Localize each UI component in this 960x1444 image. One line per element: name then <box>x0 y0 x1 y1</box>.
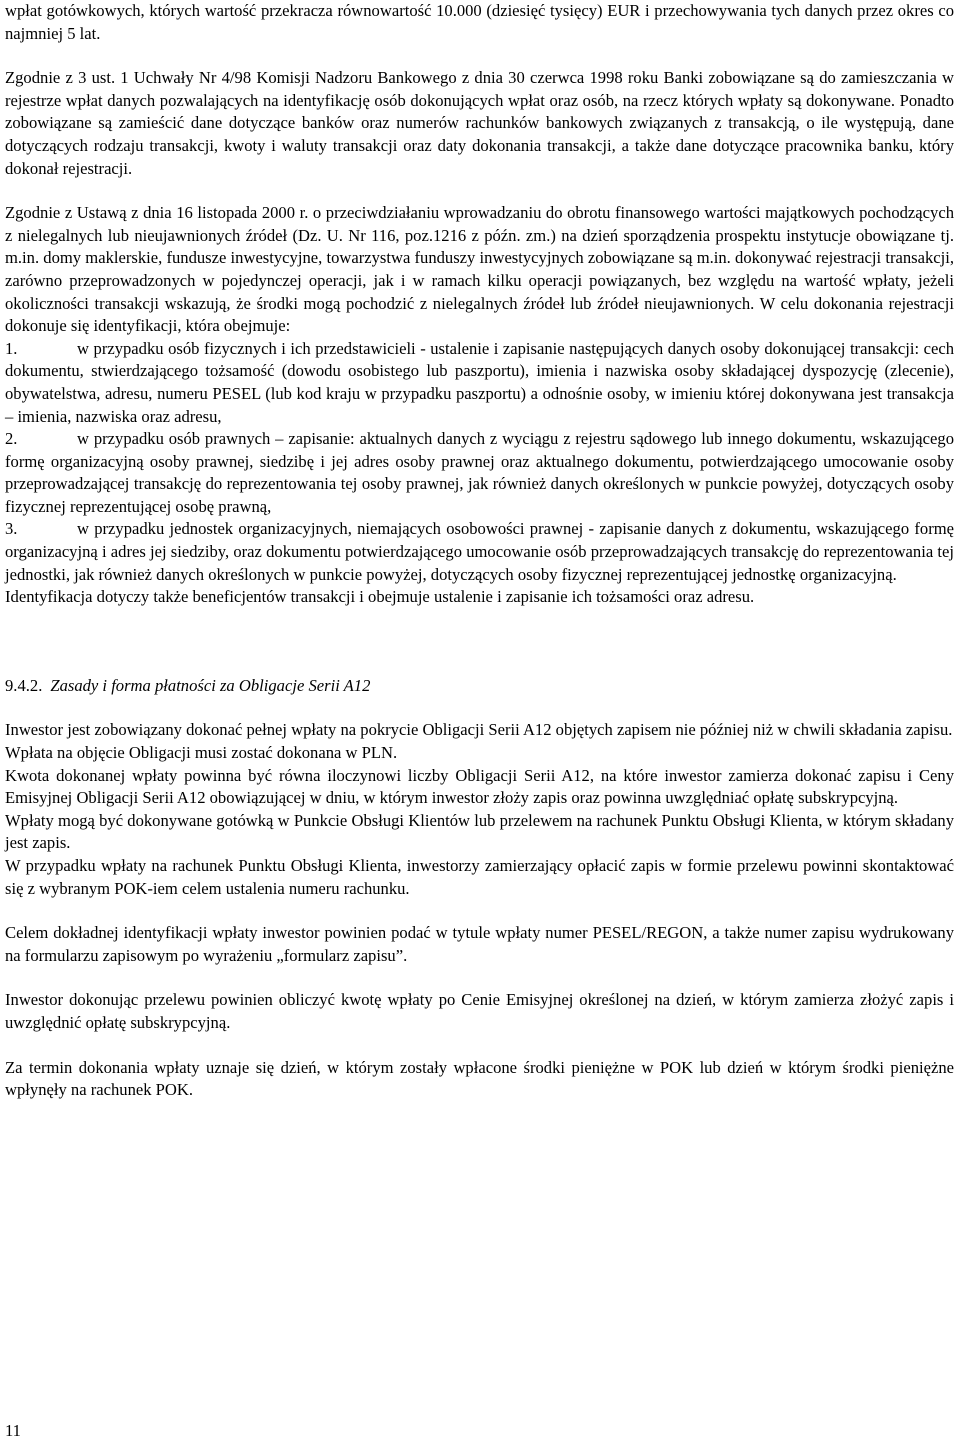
list-item-text: w przypadku jednostek organizacyjnych, niemających osobowości prawnej - zapisanie danych z dokumentu, wskazującego formę organizacyjną i adres jej siedziby, oraz dokumentu potwierdzającego umocowanie osób przeprowadzających transakcję do reprezentowania tej jednostki, jak również danych określonych w punkcie powyżej, dotyczących osoby fizycznej reprezentującej jednostkę organizacyjną. <box>5 519 954 584</box>
paragraph-full-payment: Inwestor jest zobowiązany dokonać pełnej wpłaty na pokrycie Obligacji Serii A12 objętych zapisem nie później niż w chwili składania zapisu. <box>5 720 953 740</box>
list-item-text: w przypadku osób prawnych – zapisanie: aktualnych danych z wyciągu z rejestru sądowego lub innego dokumentu, wskazującego formę organizacyjną osoby prawnej, siedzibę i jej adres osoby prawnej oraz aktualnego dokumentu, potwierdzającego umocowanie osoby przeprowadzającej transakcję do reprezentowania tej osoby prawnej, jak również danych określonych w punkcie powyżej, dotyczących osoby fizycznej reprezentującej osobę prawną, <box>5 429 954 516</box>
section-number: 9.4.2. <box>5 675 43 695</box>
list-item-number: 2. <box>5 429 18 449</box>
list-item-number: 1. <box>5 338 18 358</box>
section-title: Zasady i forma płatności za Obligacje Serii A12 <box>50 675 371 695</box>
paragraph-beneficiaries: Identyfikacja dotyczy także beneficjentów transakcji i obejmuje ustalenie i zapisanie ich tożsamości oraz adresu. <box>5 587 755 607</box>
list-item <box>5 428 954 518</box>
paragraph-currency: Wpłata na objęcie Obligacji musi zostać dokonana w PLN. <box>5 743 398 763</box>
paragraph-knb-resolution: Zgodnie z 3 ust. 1 Uchwały Nr 4/98 Komisji Nadzoru Bankowego z dnia 30 czerwca 1998 roku Banki zobowiązane są do zamieszczania w rejestrze wpłat danych pozwalających na identyfikację osób dokonujących wpłat oraz osób, na rzecz których wpłaty są dokonywane. Ponadto zobowiązane są zamieścić dane dotyczące banków oraz numerów rachunków bankowych związanych z transakcją, o ile występują, dane dotyczących rodzaju transakcji, kwoty i waluty transakcji oraz daty dokonania transakcji, a także dane dotyczące pracownika banku, który dokonał rejestracji. <box>5 68 954 178</box>
paragraph-payment-amount: Kwota dokonanej wpłaty powinna być równa iloczynowi liczby Obligacji Serii A12, na które inwestor zamierza dokonać zapisu i Ceny Emisyjnej Obligacji Serii A12 obowiązującej w dniu, w którym inwestor złoży zapis oraz powinna uwzględniać opłatę subskrypcyjną. <box>5 765 954 808</box>
paragraph-transfer-contact: W przypadku wpłaty na rachunek Punktu Obsługi Klienta, inwestorzy zamierzający opłacić zapis w formie przelewu powinni skontaktować się z wybranym POK-iem celem ustalenia numeru rachunku. <box>5 856 954 898</box>
list-item-text: w przypadku osób fizycznych i ich przedstawicieli - ustalenie i zapisanie następujących danych osoby dokonującej transakcji: cech dokumentu, stwierdzającego tożsamość (dowodu osobistego lub paszportu), imienia i nazwiska osoby składającej dyspozycję (zlecenie), obywatelstwa, adresu, numeru PESEL (lub kod kraju w przypadku paszportu) a odnośnie osoby, w imieniu której dokonywana jest transakcja – imienia, nazwiska oraz adresu, <box>5 338 954 426</box>
paragraph-transfer-amount: Inwestor dokonując przelewu powinien obliczyć kwotę wpłaty po Cenie Emisyjnej określonej na dzień, w którym zamierza złożyć zapis i uwzględnić opłatę subskrypcyjną. <box>5 990 954 1032</box>
identification-list <box>5 338 954 587</box>
section-heading <box>5 675 954 698</box>
paragraph-aml-act: Zgodnie z Ustawą z dnia 16 listopada 2000 r. o przeciwdziałaniu wprowadzaniu do obrotu finansowego wartości majątkowych pochodzących z nielegalnych lub nieujawnionych źródeł (Dz. U. Nr 116, poz.1216 z późn. zm.) na dzień sporządzenia prospektu instytucje obowiązane tj. m.in. domy maklerskie, fundusze inwestycyjne, towarzystwa funduszy inwestycyjnych zobowiązane są m.in. dokonywać rejestracji transakcji, zarówno przeprowadzonych w pojedynczej operacji, jak i w ramach kilku operacji powiązanych, bez względu na wartość wpłaty, jeżeli okoliczności transakcji wskazują, że środki mogą pochodzić z nielegalnych źródeł lub źródeł nieujawnionych. W celu dokonania rejestracji dokonuje się identyfikacji, która obejmuje: <box>5 203 954 336</box>
paragraph-payment-date: Za termin dokonania wpłaty uznaje się dzień, w którym zostały wpłacone środki pieniężne w POK lub dzień w którym środki pieniężne wpłynęły na rachunek POK. <box>5 1057 954 1100</box>
paragraph-payment-title: Celem dokładnej identyfikacji wpłaty inwestor powinien podać w tytule wpłaty numer PESEL/REGON, a także numer zapisu wydrukowany na formularzu zapisowym po wyrażeniu „formularz zapisu”. <box>5 923 954 965</box>
list-item-number: 3. <box>5 519 18 539</box>
paragraph-payment-methods: Wpłaty mogą być dokonywane gotówką w Punkcie Obsługi Klientów lub przelewem na rachunek Punktu Obsługi Klienta, w którym składany jest zapis. <box>5 810 954 853</box>
page-number: 11 <box>5 1421 21 1440</box>
list-item <box>5 338 954 428</box>
list-item <box>5 518 954 586</box>
paragraph-cash-payments: wpłat gotówkowych, których wartość przekracza równowartość 10.000 (dziesięć tysięcy) EUR i przechowywania tych danych przez okres co najmniej 5 lat. <box>5 1 954 43</box>
